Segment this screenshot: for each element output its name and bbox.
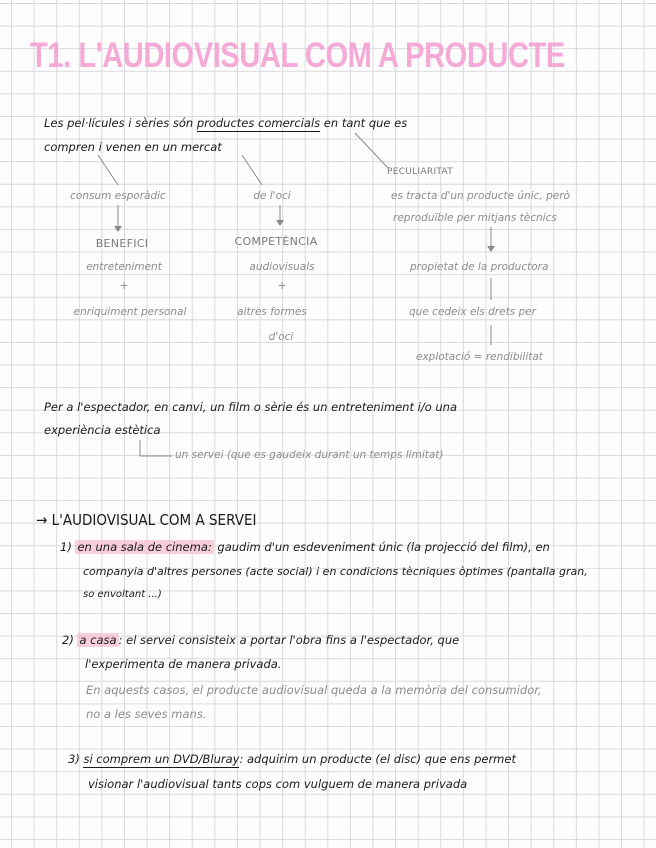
spectator-note: un servei (que es gaudeix durant un temps limitat) <box>175 449 444 461</box>
intro-line-2: compren i venen en un mercat <box>44 140 222 154</box>
competencia-item-1: audiovisuals <box>249 261 315 273</box>
competencia-plus: + <box>277 280 287 292</box>
underlined-dvd-bluray: si comprem un DVD/Bluray <box>83 752 240 766</box>
item-text: : adquirim un producte (el disc) que ens permet <box>239 752 516 766</box>
arrow-right-icon: → <box>36 511 48 529</box>
de-loci: de l'oci <box>253 190 291 202</box>
competencia-heading: COMPETÈNCIA <box>234 235 318 248</box>
item-text: gaudim d'un esdeveniment únic (la projecció del film), en <box>217 540 550 554</box>
highlight-a-casa: a casa <box>79 633 117 647</box>
benefici-item-1: entreteniment <box>86 261 162 273</box>
benefici-item-2: enriquiment personal <box>73 306 187 318</box>
servei-item-2-note-2: no a les seves mans. <box>86 707 207 721</box>
consum-esporadic: consum esporàdic <box>70 190 166 202</box>
servei-item-1-line-3: so envoltant ...) <box>83 589 162 600</box>
item-number: 2) <box>62 633 74 647</box>
peculiaritat-line-1: es tracta d'un producte únic, però <box>391 190 570 202</box>
highlight-sala-cinema: en una sala de cinema: <box>77 540 212 554</box>
peculiaritat-item-1: propietat de la productora <box>410 261 549 273</box>
item-text: : el servei consisteix a portar l'obra fins a l'espectador, que <box>118 633 460 647</box>
servei-item-2-note-1: En aquests casos, el producte audiovisual queda a la memòria del consumidor, <box>86 683 542 697</box>
section-heading <box>36 511 256 529</box>
servei-item-3-line-2: visionar l'audiovisual tants cops com vulguem de manera privada <box>88 777 468 791</box>
peculiaritat-line-2: reproduïble per mitjans tècnics <box>393 212 557 224</box>
intro-underlined-term: productes comercials <box>196 116 321 130</box>
arrow-to-consum <box>98 155 118 185</box>
competencia-item-3: d'oci <box>268 331 294 343</box>
spectator-line-2: experiència estètica <box>44 423 161 437</box>
peculiaritat-heading: PECULIARITAT <box>387 167 454 177</box>
intro-text-start: Les pel·lícules i sèries són <box>44 116 194 130</box>
page-title: T1. L'AUDIOVISUAL COM A PRODUCTE <box>30 36 565 75</box>
bracket-servei <box>140 440 172 456</box>
arrow-to-oci <box>242 155 262 185</box>
servei-item-2-line-2: l'experimenta de manera privada. <box>85 657 282 671</box>
benefici-heading: BENEFICI <box>95 237 149 250</box>
benefici-plus: + <box>119 280 129 292</box>
intro-text-end: en tant que es <box>323 116 408 130</box>
servei-item-1-line-2: companyia d'altres persones (acte social) i en condicions tècniques òptimes (pantalla gran, <box>83 565 588 578</box>
arrow-to-peculiaritat <box>355 133 388 168</box>
peculiaritat-item-3: explotació = rendibilitat <box>416 351 543 363</box>
section-heading-text: L'AUDIOVISUAL COM A SERVEI <box>51 511 257 529</box>
servei-item-3-line-1 <box>68 752 516 766</box>
peculiaritat-item-2: que cedeix els drets per <box>409 306 536 318</box>
item-number: 1) <box>60 540 72 554</box>
servei-item-2-line-1 <box>62 633 459 647</box>
servei-item-1-line-1 <box>60 540 550 554</box>
competencia-item-2: altres formes <box>237 306 307 318</box>
spectator-line-1: Per a l'espectador, en canvi, un film o sèrie és un entreteniment i/o una <box>44 400 458 414</box>
item-number: 3) <box>68 752 80 766</box>
